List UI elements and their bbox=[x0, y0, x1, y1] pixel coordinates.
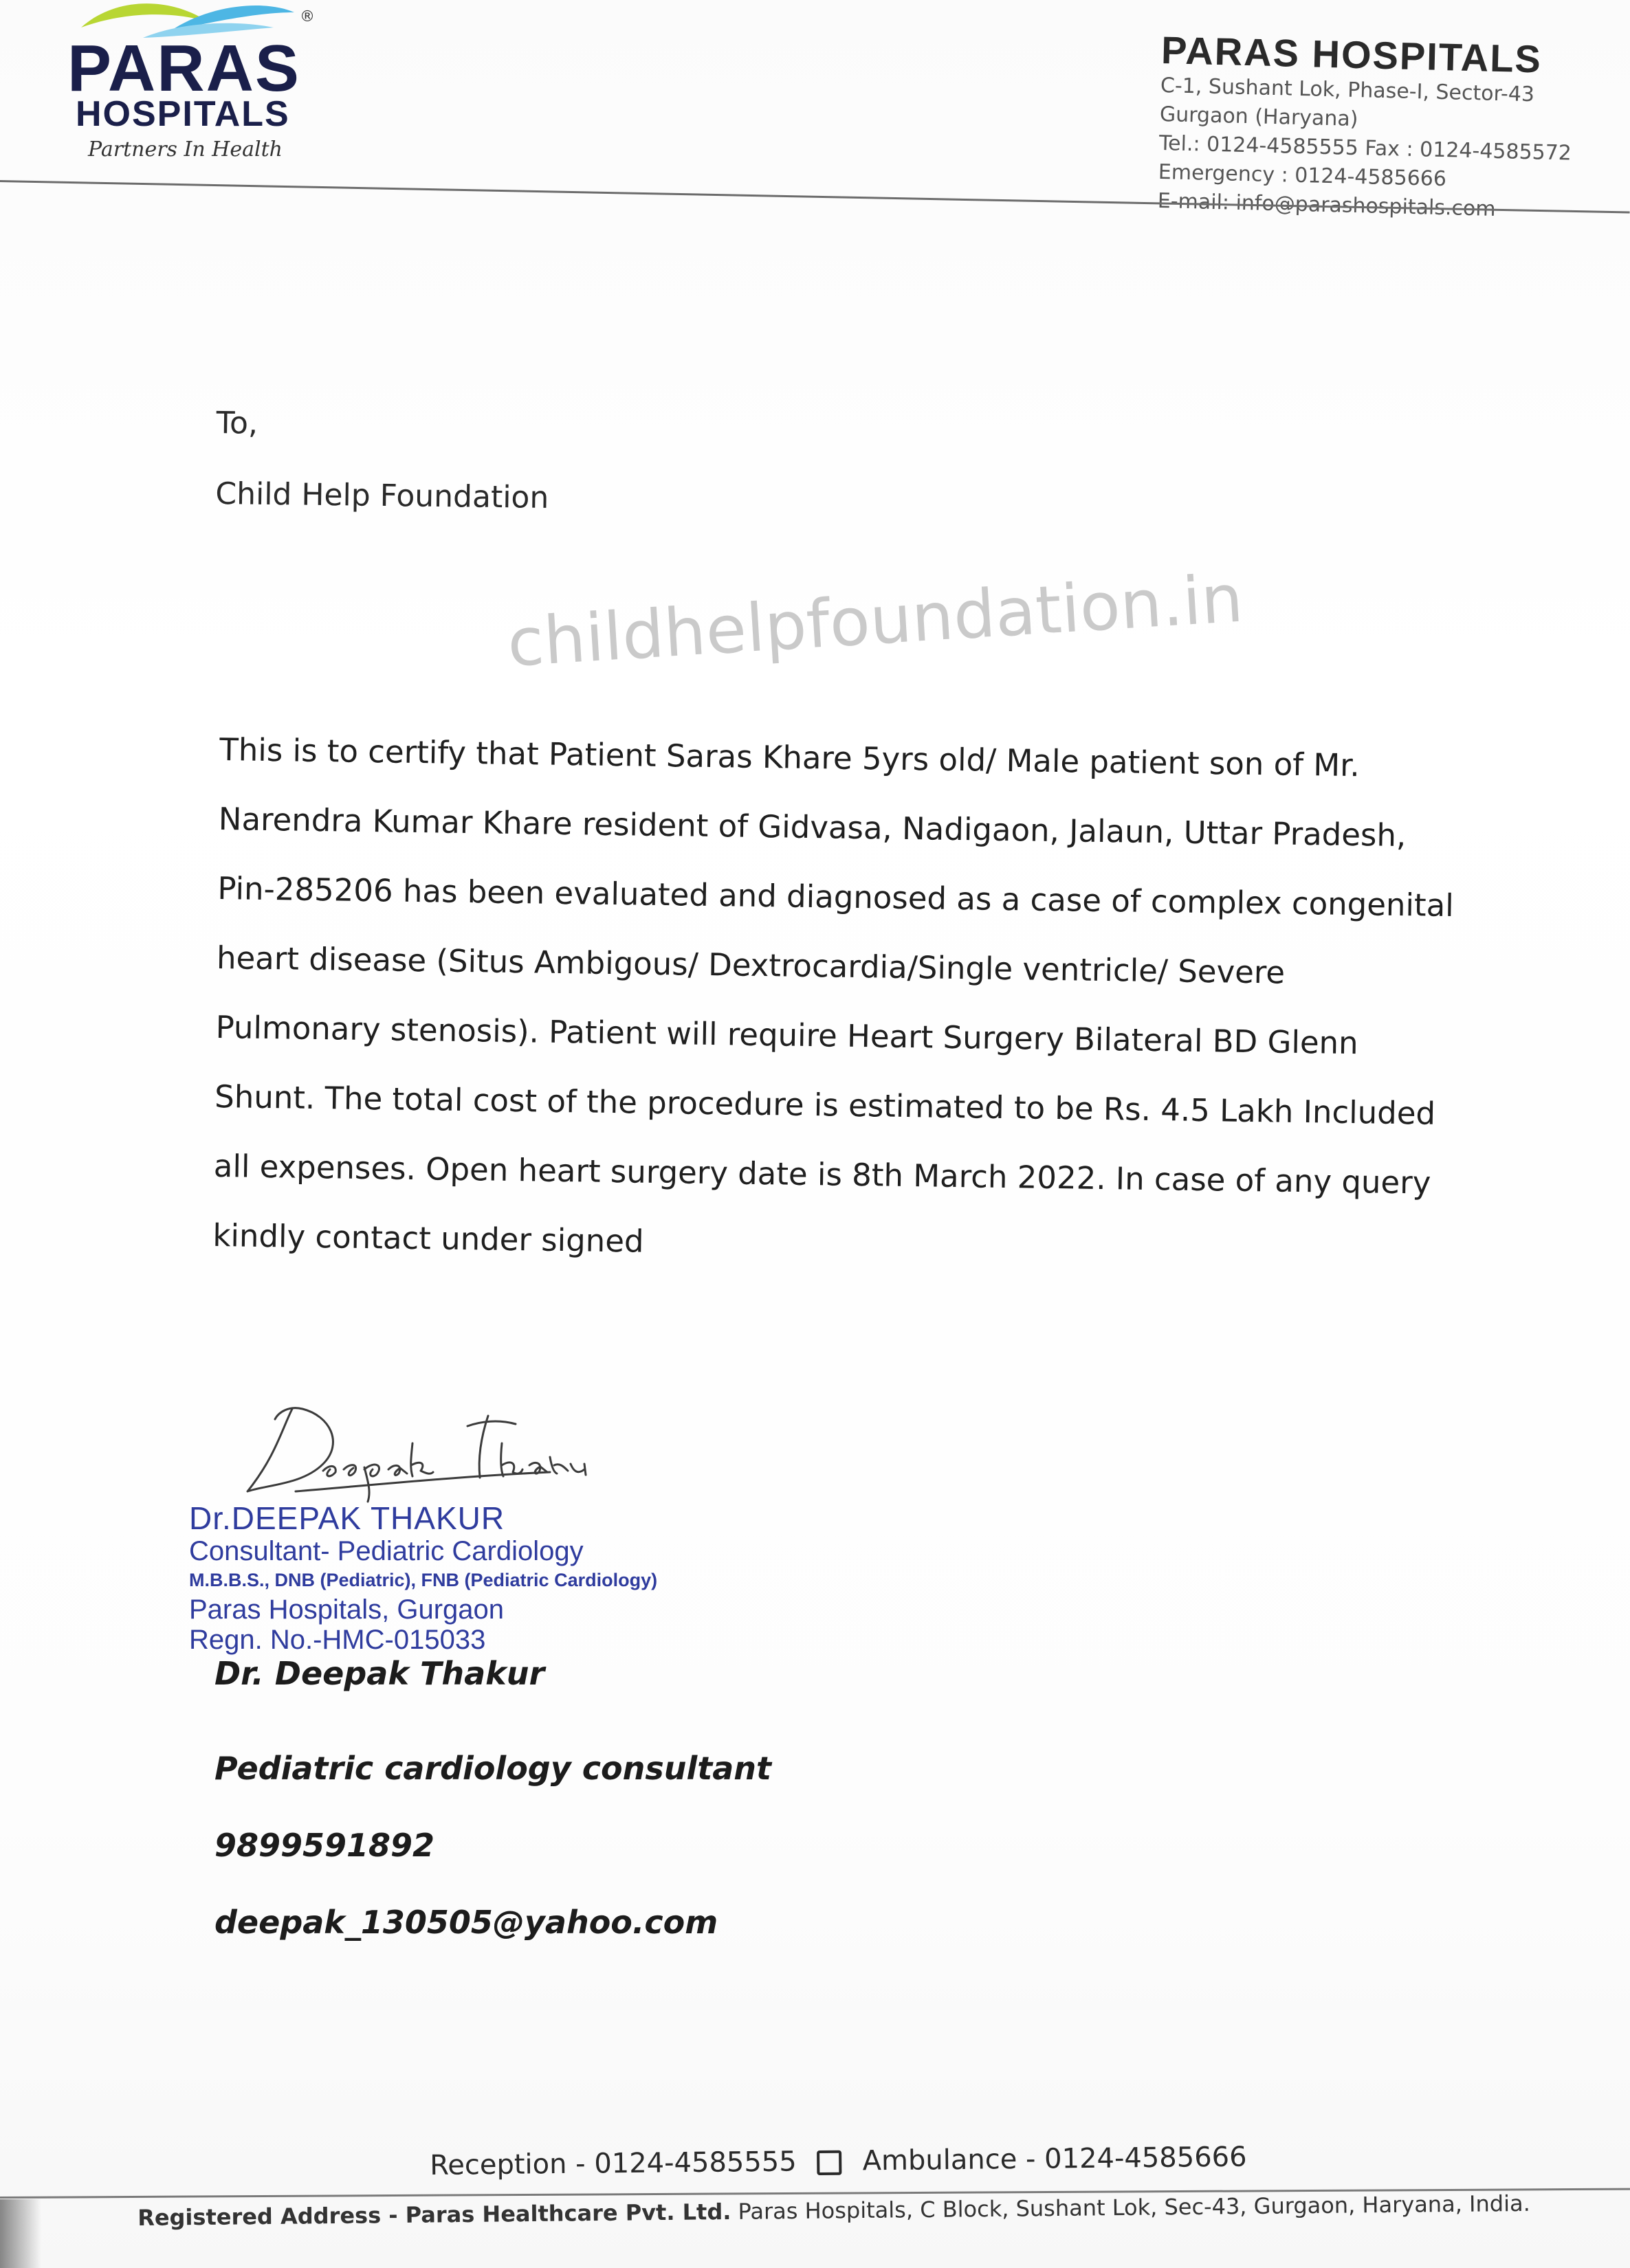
contact-block bbox=[214, 1653, 771, 1961]
address-line: Gurgaon (Haryana) bbox=[1159, 102, 1358, 131]
stamp-hospital: Paras Hospitals, Gurgaon bbox=[189, 1594, 505, 1625]
stamp-registration: Regn. No.-HMC-015033 bbox=[189, 1624, 486, 1655]
footer-registered-label: Registered Address - Paras Healthcare Pvt. Ltd. bbox=[137, 2198, 731, 2231]
contact-designation: Pediatric cardiology consultant bbox=[214, 1750, 772, 1787]
paragraph-line: Shunt. The total cost of the procedure is estimated to be Rs. 4.5 Lakh Included bbox=[214, 1078, 1436, 1132]
square-bullet-icon bbox=[817, 2150, 842, 2175]
contact-name: Dr. Deepak Thakur bbox=[214, 1655, 545, 1692]
doctor-stamp bbox=[189, 1502, 657, 1655]
footer-reception: Reception - 0124-4585555 bbox=[430, 2146, 797, 2181]
watermark-text: childhelpfoundation.in bbox=[505, 559, 1246, 682]
addressee: Child Help Foundation bbox=[215, 476, 549, 515]
paragraph-line: This is to certify that Patient Saras Khare 5yrs old/ Male patient son of Mr. bbox=[219, 731, 1361, 784]
stamp-doctor-name: Dr.DEEPAK THAKUR bbox=[189, 1500, 505, 1536]
footer-phone-line bbox=[430, 2142, 1247, 2181]
scan-shadow bbox=[0, 2199, 41, 2268]
paragraph-line: kindly contact under signed bbox=[212, 1216, 644, 1260]
email-line: E-mail: info@parashospitals.com bbox=[1157, 188, 1497, 221]
contact-email: deepak_130505@yahoo.com bbox=[214, 1904, 718, 1941]
footer-ambulance: Ambulance - 0124-4585666 bbox=[862, 2141, 1247, 2177]
certificate-paragraph bbox=[212, 715, 1455, 1287]
logo-wordmark: PARAS bbox=[67, 32, 300, 105]
salutation-block bbox=[215, 405, 1454, 526]
emergency-line: Emergency : 0124-4585666 bbox=[1158, 159, 1447, 191]
paragraph-line: Pulmonary stenosis). Patient will require Heart Surgery Bilateral BD Glenn bbox=[215, 1008, 1359, 1062]
stamp-qualifications: M.B.B.S., DNB (Pediatric), FNB (Pediatric Cardiology) bbox=[189, 1570, 658, 1591]
paragraph-line: heart disease (Situs Ambigous/ Dextrocardia/Single ventricle/ Severe bbox=[216, 939, 1286, 991]
paragraph-line: Pin-285206 has been evaluated and diagnosed as a case of complex congenital bbox=[217, 869, 1455, 924]
logo-subtitle: HOSPITALS bbox=[76, 94, 290, 134]
handwritten-signature-icon bbox=[227, 1388, 598, 1519]
salutation: To, bbox=[216, 405, 258, 441]
hospital-name: PARAS HOSPITALS bbox=[1160, 28, 1543, 81]
footer-registered-address-text: Paras Hospitals, C Block, Sushant Lok, Sec-43, Gurgaon, Haryana, India. bbox=[731, 2190, 1530, 2225]
hospital-logo bbox=[67, 0, 329, 179]
hospital-address-block bbox=[1157, 29, 1601, 226]
paragraph-line: all expenses. Open heart surgery date is 8th March 2022. In case of any query bbox=[213, 1147, 1431, 1201]
contact-phone: 9899591892 bbox=[214, 1827, 435, 1864]
paragraph-line: Narendra Kumar Khare resident of Gidvasa, Nadigaon, Jalaun, Uttar Pradesh, bbox=[218, 800, 1407, 854]
logo-tagline: Partners In Health bbox=[88, 137, 283, 162]
registered-mark: ® bbox=[300, 8, 315, 25]
phone-fax-line: Tel.: 0124-4585555 Fax : 0124-4585572 bbox=[1158, 131, 1572, 166]
address-line: C-1, Sushant Lok, Phase-I, Sector-43 bbox=[1160, 73, 1535, 107]
stamp-title: Consultant- Pediatric Cardiology bbox=[189, 1536, 584, 1567]
